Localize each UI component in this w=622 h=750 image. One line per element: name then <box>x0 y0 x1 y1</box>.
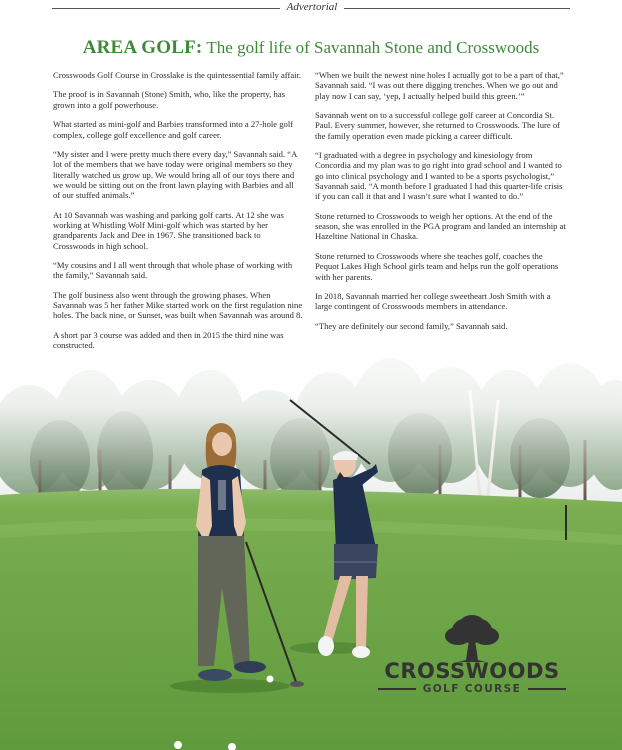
article-right-column <box>315 70 567 340</box>
logo-subtitle: GOLF COURSE <box>422 683 522 695</box>
paragraph: At 10 Savannah was washing and parking golf carts. At 12 she was working at Whistling Wolf Mini-golf which was started by her grandparents Jack and Dee in 1967. She transitioned back to Crosswoods in high school. <box>53 209 284 251</box>
paragraph: What started as mini-golf and Barbies transformed into a 27-hole golf complex, college golf excellence and golf career. <box>53 119 294 140</box>
headline-title: The golf life of Savannah Stone and Crosswoods <box>206 38 540 57</box>
paragraph: Stone returned to Crosswoods where she teaches golf, coaches the Pequot Lakes High School girls team and helps run the golf operations with her parents. <box>315 250 559 282</box>
paragraph: “My sister and I were pretty much there every day,” Savannah said. “A lot of the members that we have today were original members so they literally watched us grow up. We would bring all of our toys there and we would be sitting out on the front lawn playing with Barbies and all of our stuffed animals.” <box>53 149 297 201</box>
article-left-column <box>53 70 303 360</box>
paragraph: “They are definitely our second family,” Savannah said. <box>315 320 508 331</box>
paragraph: “I graduated with a degree in psychology and kinesiology from Concordia and my plan was to go right into grad school and I wanted to go into clinical psychology and I wanted to be a sports psychologist,” Savannah said. “A month before I graduated I had this quarter-life crisis if you can call it that and I wasn’t sure what I wanted to do.” <box>315 150 563 202</box>
tree-icon <box>372 614 572 664</box>
logo-rule-right <box>528 688 566 690</box>
header-rule-left <box>52 8 280 9</box>
paragraph: “When we built the newest nine holes I actually got to be a part of that,” Savannah said. “I was out there digging trenches. When we go out and play now I can say, ‘yep, I actually helped build this green.’” <box>315 70 564 101</box>
paragraph: Savannah went on to a successful college golf career at Concordia St. Paul. Every summer, however, she returned to Crosswoods. The lure of the family operation even made picking a career difficult. <box>315 110 560 141</box>
paragraph: In 2018, Savannah married her college sweetheart Josh Smith with a large contingent of Crosswoods members in attendance. <box>315 290 551 312</box>
headline <box>0 36 622 61</box>
paragraph: A short par 3 course was added and then in 2015 the third nine was constructed. <box>53 329 284 351</box>
paragraph: “My cousins and I all went through that whole phase of working with the family,” Savannah said. <box>53 260 293 281</box>
paragraph: The proof is in Savannah (Stone) Smith, who, like the property, has grown into a golf powerhouse. <box>53 89 285 110</box>
crosswoods-logo <box>372 614 572 700</box>
header-rule-right <box>344 8 570 9</box>
headline-kicker: AREA GOLF: <box>82 37 203 58</box>
paragraph: Crosswoods Golf Course in Crosslake is the quintessential family affair. <box>53 70 302 80</box>
paragraph: Stone returned to Crosswoods to weigh her options. At the end of the season, she was enrolled in the PGA program and landed an internship at Hazeltine National in Chaska. <box>315 210 566 242</box>
paragraph: The golf business also went through the growing phases. When Savannah was 5 her father Mike started work on the first regulation nine holes. The back nine, or Sunset, was built when Savannah was around 8. <box>53 289 303 321</box>
section-label: Advertorial <box>286 1 338 13</box>
logo-name: CROSSWOODS <box>384 659 560 683</box>
